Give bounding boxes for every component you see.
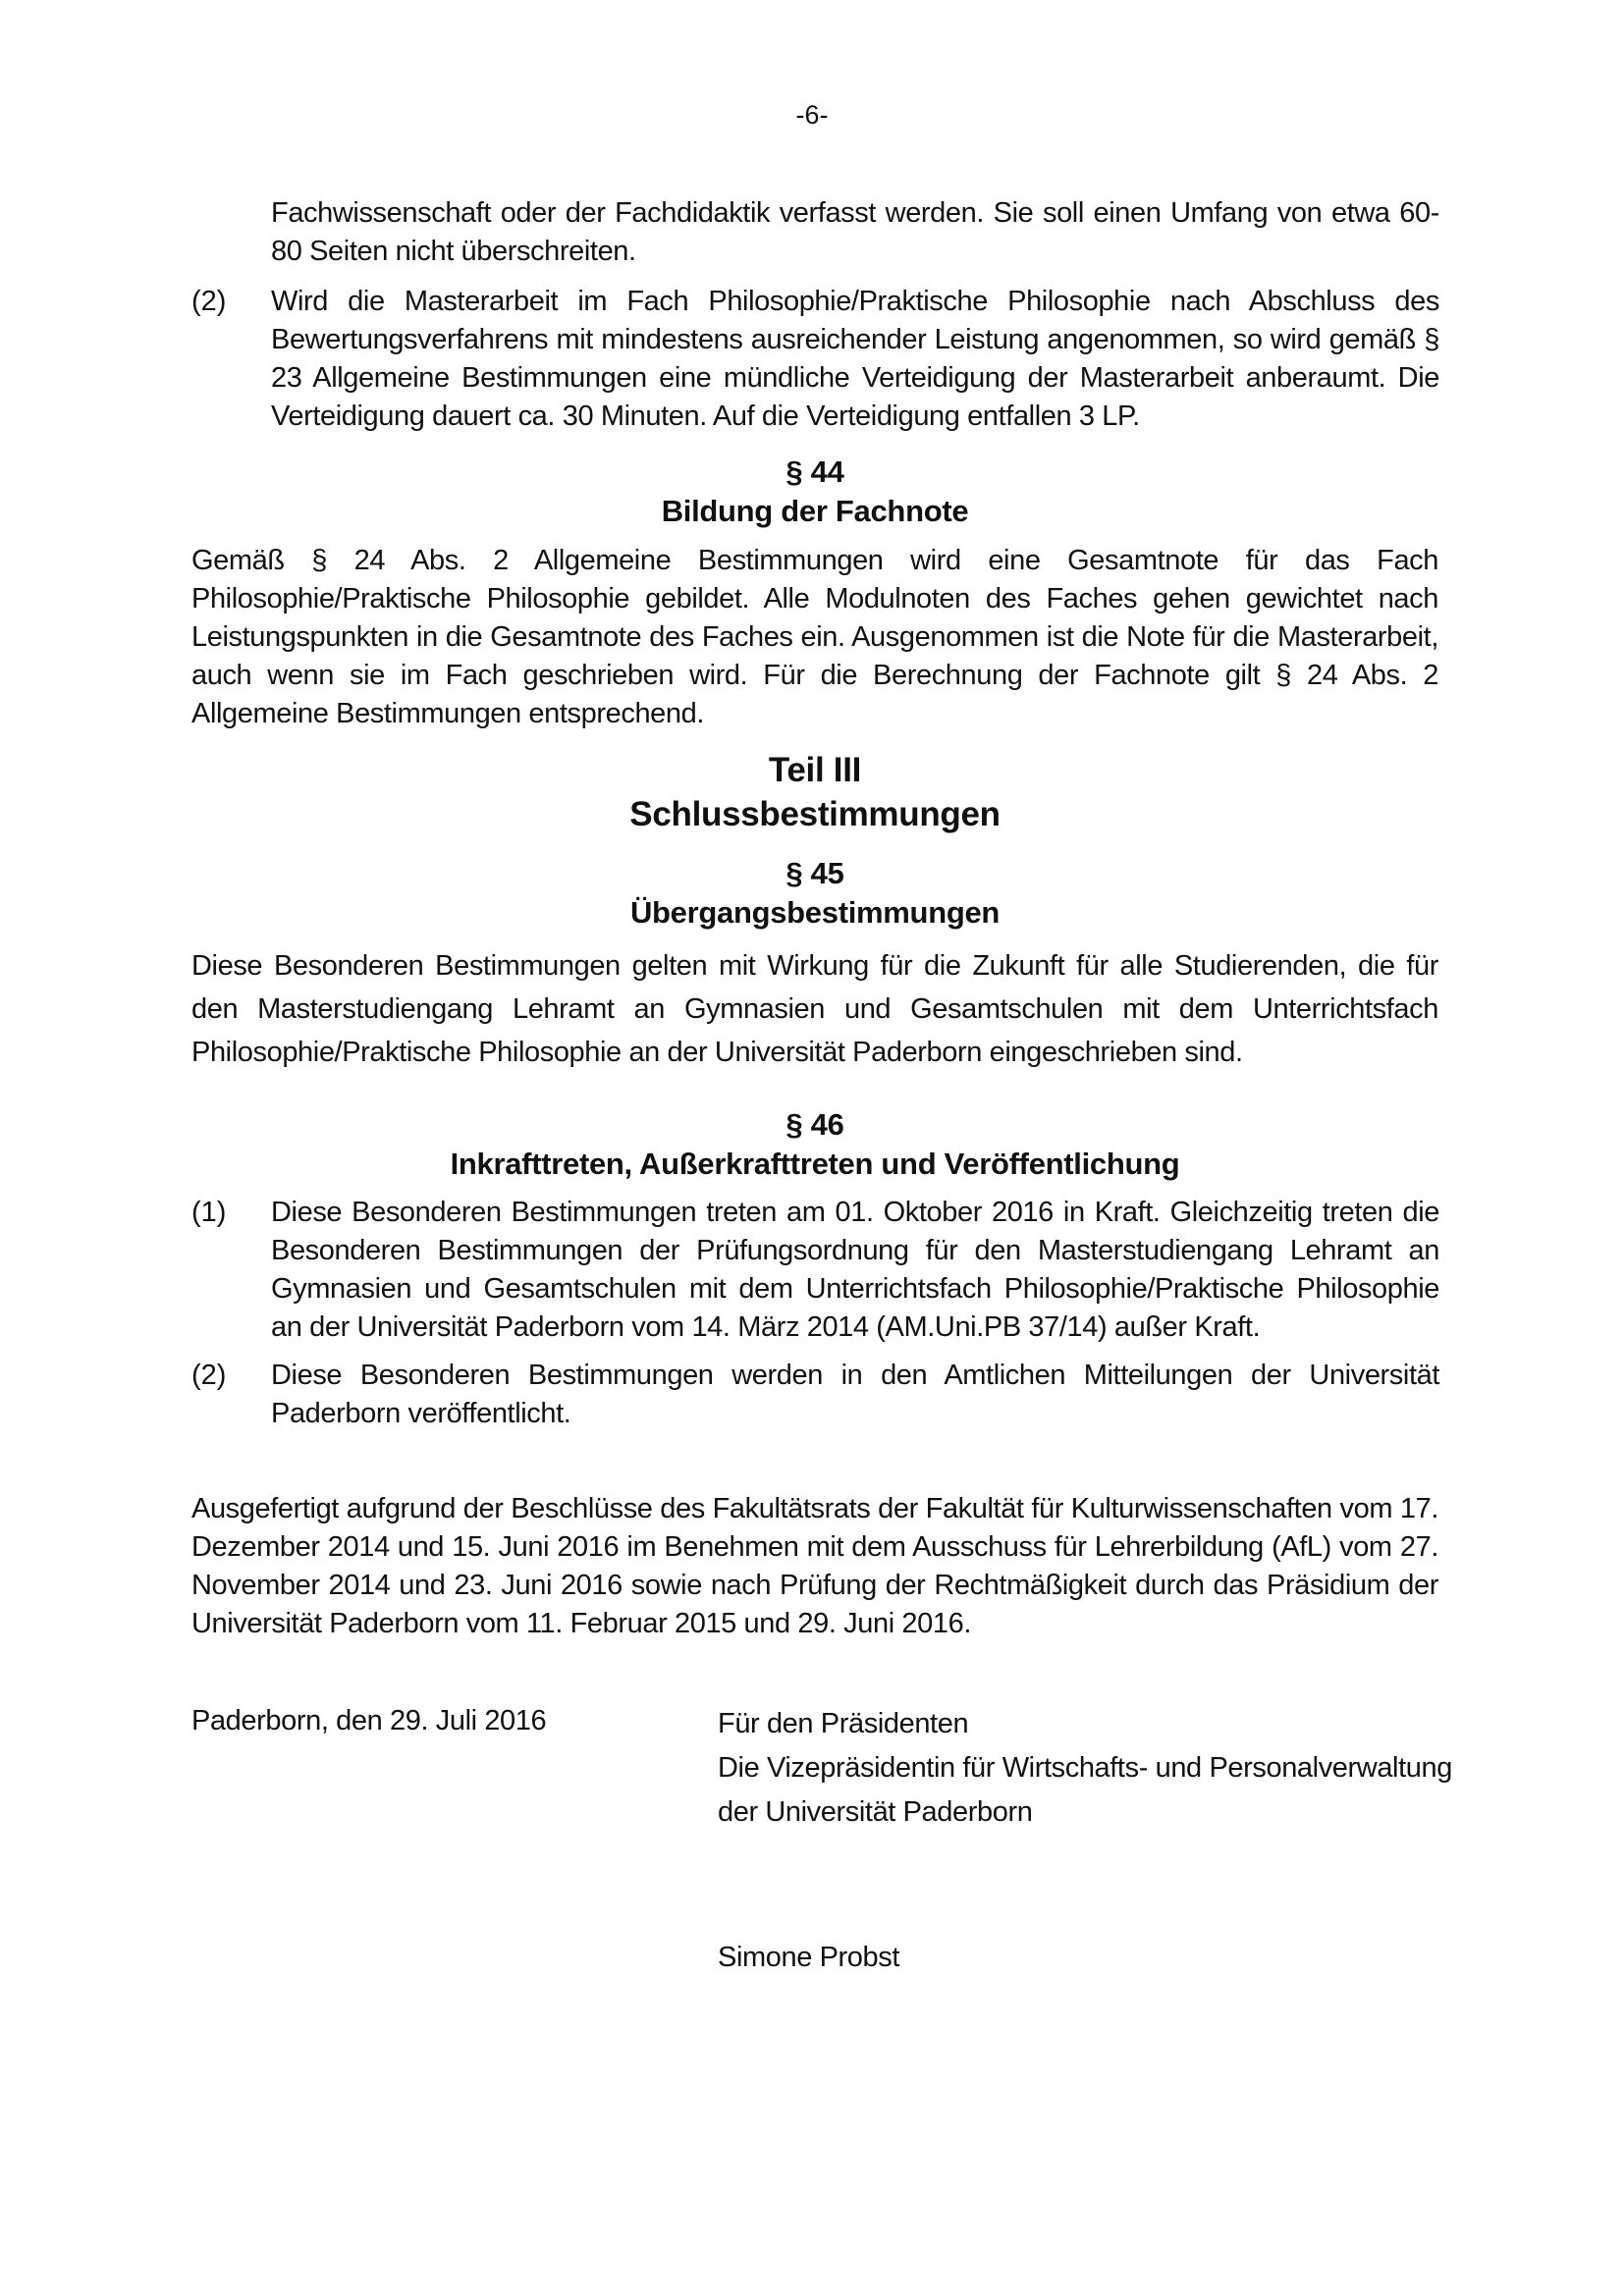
signatory-name: Simone Probst [718,1942,899,1973]
signature-line: Für den Präsidenten [718,1708,969,1739]
signature-line: Die Vizepräsidentin für Wirtschafts- und Personalverwaltung [718,1752,1452,1784]
section-46-title: Inkrafttreten, Außerkrafttreten und Veröffentlichung [450,1147,1180,1181]
part-label: Teil III [768,751,862,789]
part-title: Schlussbestimmungen [629,795,1001,833]
section-45-body: Diese Besonderen Bestimmungen gelten mit Wirkung für die Zukunft für alle Studierenden, die für den Masterstudiengang Lehramt an Gymnasien und Gesamtschulen mit dem Unterrichtsfach Philosophie/Praktische Philosophie an der Universität Paderborn eingeschrieben sind. [191,950,1438,1068]
section-44-title: Bildung der Fachnote [661,494,969,528]
section-45-title: Übergangsbestimmungen [629,895,1001,930]
continuation-paragraph: Fachwissenschaft oder der Fachdidaktik verfasst werden. Sie soll einen Umfang von etwa 60-80 Seiten nicht überschreiten. [271,197,1439,267]
closing-paragraph: Ausgefertigt aufgrund der Beschlüsse des Fakultätsrats der Fakultät für Kulturwissenschaften vom 17. Dezember 2014 und 15. Juni 2016 im Benehmen mit dem Ausschuss für Lehrerbildung (AfL) vom 27. November 2014 und 23. Juni 2016 sowie nach Prüfung der Rechtmäßigkeit durch das Präsidium der Universität Paderborn vom 11. Februar 2015 und 29. Juni 2016. [191,1493,1438,1639]
list-item-text: Diese Besonderen Bestimmungen treten am 01. Oktober 2016 in Kraft. Gleichzeitig treten die Besonderen Bestimmungen der Prüfungsordnung für den Masterstudiengang Lehramt an Gymnasien und Gesamtschulen mit dem Unterrichtsfach Philosophie/Praktische Philosophie an der Universität Paderborn vom 14. März 2014 (AM.Uni.PB 37/14) außer Kraft. [271,1197,1439,1343]
list-item-text: Wird die Masterarbeit im Fach Philosophie/Praktische Philosophie nach Abschluss des Bewertungsverfahrens mit mindestens ausreichender Leistung angenommen, so wird gemäß § 23 Allgemeine Bestimmungen eine mündliche Verteidigung der Masterarbeit anberaumt. Die Verteidigung dauert ca. 30 Minuten. Auf die Verteidigung entfallen 3 LP. [271,286,1439,432]
list-item-number: (2) [191,286,227,317]
section-44-number: § 44 [785,454,844,489]
page-number: -6- [795,100,829,130]
list-item-text: Diese Besonderen Bestimmungen werden in den Amtlichen Mitteilungen der Universität Paderborn veröffentlicht. [271,1360,1439,1429]
list-item-number: (2) [191,1360,227,1391]
signature-block [718,1702,1452,1835]
signature-line: der Universität Paderborn [718,1796,1033,1828]
section-45-number: § 45 [785,856,844,890]
section-44-body: Gemäß § 24 Abs. 2 Allgemeine Bestimmungen wird eine Gesamtnote für das Fach Philosophie/Praktische Philosophie gebildet. Alle Modulnoten des Faches gehen gewichtet nach Leistungspunkten in die Gesamtnote des Faches ein. Ausgenommen ist die Note für die Masterarbeit, auch wenn sie im Fach geschrieben wird. Für die Berechnung der Fachnote gilt § 24 Abs. 2 Allgemeine Bestimmungen entsprechend. [191,545,1438,729]
list-item-number: (1) [191,1197,227,1228]
place-date: Paderborn, den 29. Juli 2016 [191,1705,547,1736]
section-46-number: § 46 [785,1107,844,1142]
